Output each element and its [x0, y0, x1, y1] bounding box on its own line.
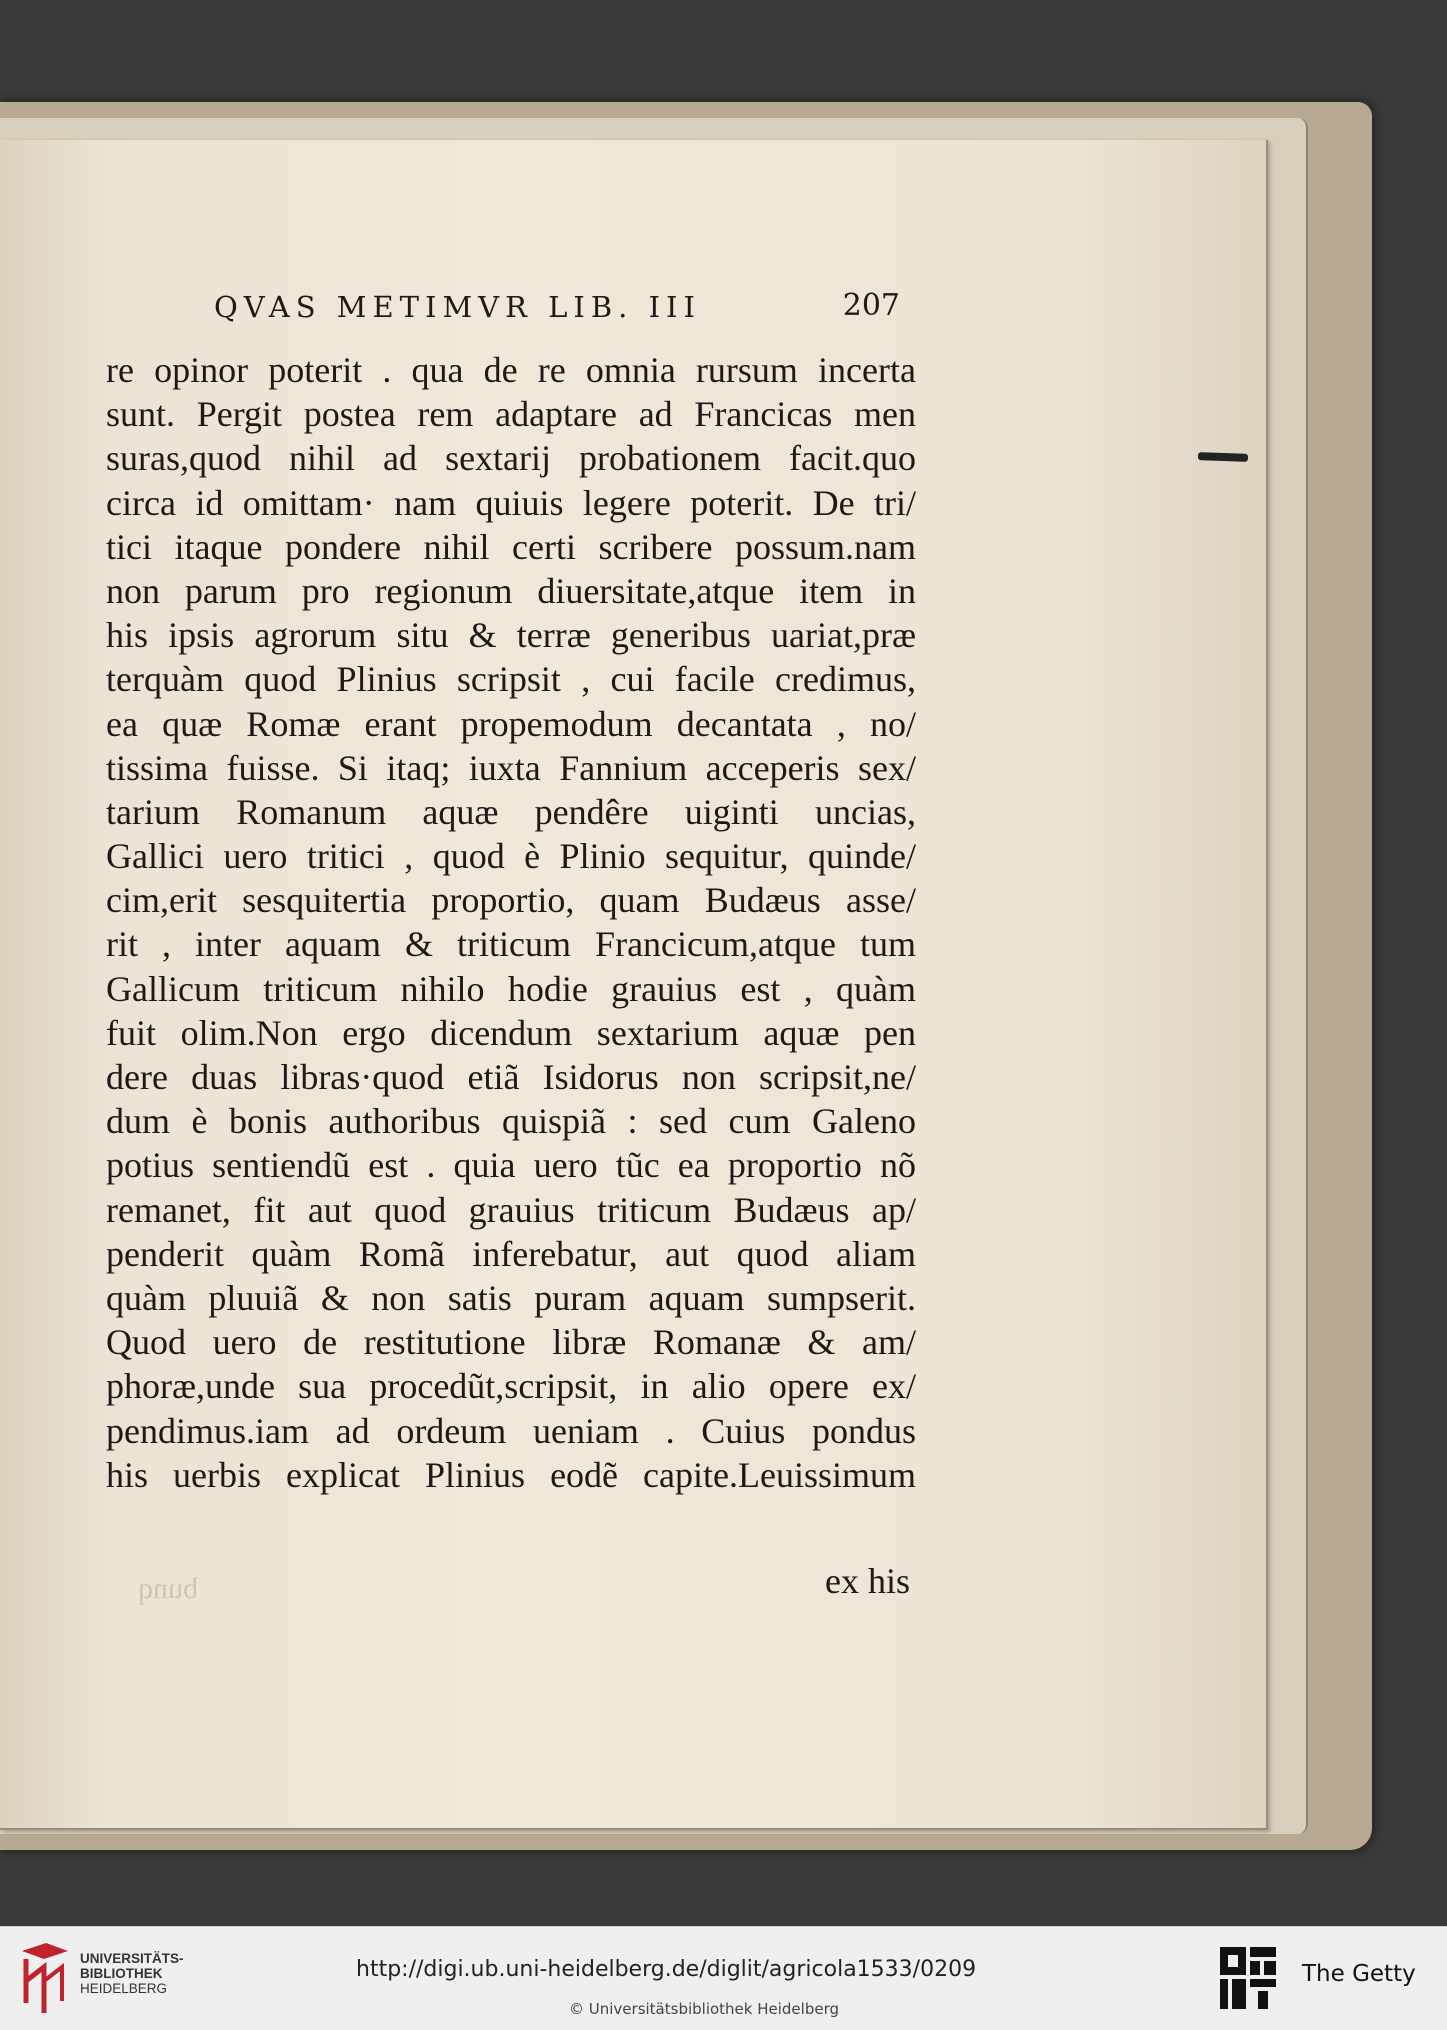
- text-line: penderit quàm Romã inferebatur, aut quod aliam: [106, 1233, 916, 1274]
- text-line: non parum pro regionum diuersitate,atque item in: [106, 570, 916, 611]
- text-line: suras,quod nihil ad sextarij probationem facit.quo: [106, 438, 916, 479]
- text-line: tissima fuisse. Si itaq; iuxta Fannium acceperis sex/: [106, 747, 916, 788]
- text-line: ea quæ Romæ erant propemodum decantata , no/: [106, 703, 916, 744]
- permalink-url[interactable]: http://digi.ub.uni-heidelberg.de/diglit/agricola1533/0209: [356, 1957, 977, 1982]
- viewer-footer: [0, 1926, 1447, 2030]
- text-line: Gallici uero tritici , quod è Plinio sequitur, quinde/: [106, 836, 916, 877]
- text-line: circa id omittam· nam quiuis legere poterit. De tri/: [106, 482, 916, 523]
- body-text: [106, 348, 916, 1497]
- university-library-logo-icon: [18, 1941, 72, 2015]
- page-header: [214, 288, 914, 332]
- text-line: remanet, fit aut quod grauius triticum Budæus ap/: [106, 1189, 916, 1230]
- copyright-notice: © Universitätsbibliothek Heidelberg: [569, 2000, 840, 2018]
- page-marker: [1198, 452, 1248, 462]
- text-line: sunt. Pergit postea rem adaptare ad Francicas men: [106, 394, 916, 435]
- text-line: dum è bonis authoribus quispiã : sed cum Galeno: [106, 1101, 916, 1142]
- text-line: Gallicum triticum nihilo hodie grauius est , quàm: [106, 968, 916, 1009]
- catchword: ex his: [825, 1561, 910, 1601]
- text-line: pendimus.iam ad ordeum ueniam . Cuius pondus: [106, 1410, 916, 1451]
- running-head: QVAS METIMVR LIB. III: [214, 290, 701, 324]
- page-number: 207: [842, 288, 900, 323]
- text-line: dere duas libras·quod etiã Isidorus non scripsit,ne/: [106, 1057, 916, 1097]
- getty-logo-icon: [1218, 1945, 1278, 2015]
- text-line: cim,erit sesquitertia proportio, quam Budæus asse/: [106, 880, 916, 921]
- text-line: terquàm quod Plinius scripsit , cui facile credimus,: [106, 659, 916, 700]
- text-line: his ipsis agrorum situ & terræ generibus uariat,præ: [106, 615, 916, 656]
- university-library-name: UNIVERSITÄTS- BIBLIOTHEK HEIDELBERG: [80, 1951, 184, 1996]
- text-line: tici itaque pondere nihil certi scribere possum.nam: [106, 526, 916, 567]
- text-line: quàm pluuiã & non satis puram aquam sumpserit.: [106, 1277, 916, 1318]
- text-line: fuit olim.Non ergo dicendum sextarium aquæ pen: [106, 1012, 916, 1053]
- show-through-text: bunq: [138, 1572, 198, 1605]
- text-line: phoræ,unde sua procedũt,scripsit, in alio opere ex/: [106, 1366, 916, 1407]
- text-line: tarium Romanum aquæ pendêre uiginti uncias,: [106, 791, 916, 832]
- text-line: his uerbis explicat Plinius eodẽ capite.Leuissimum: [106, 1454, 916, 1495]
- text-line: Quod uero de restitutione libræ Romanæ & am/: [106, 1322, 916, 1363]
- text-line: re opinor poterit . qua de re omnia rursum incerta: [106, 350, 916, 390]
- text-line: rit , inter aquam & triticum Francicum,atque tum: [106, 924, 916, 965]
- text-line: potius sentiendũ est . quia uero tũc ea proportio nõ: [106, 1145, 916, 1186]
- getty-name: The Getty: [1302, 1961, 1416, 1987]
